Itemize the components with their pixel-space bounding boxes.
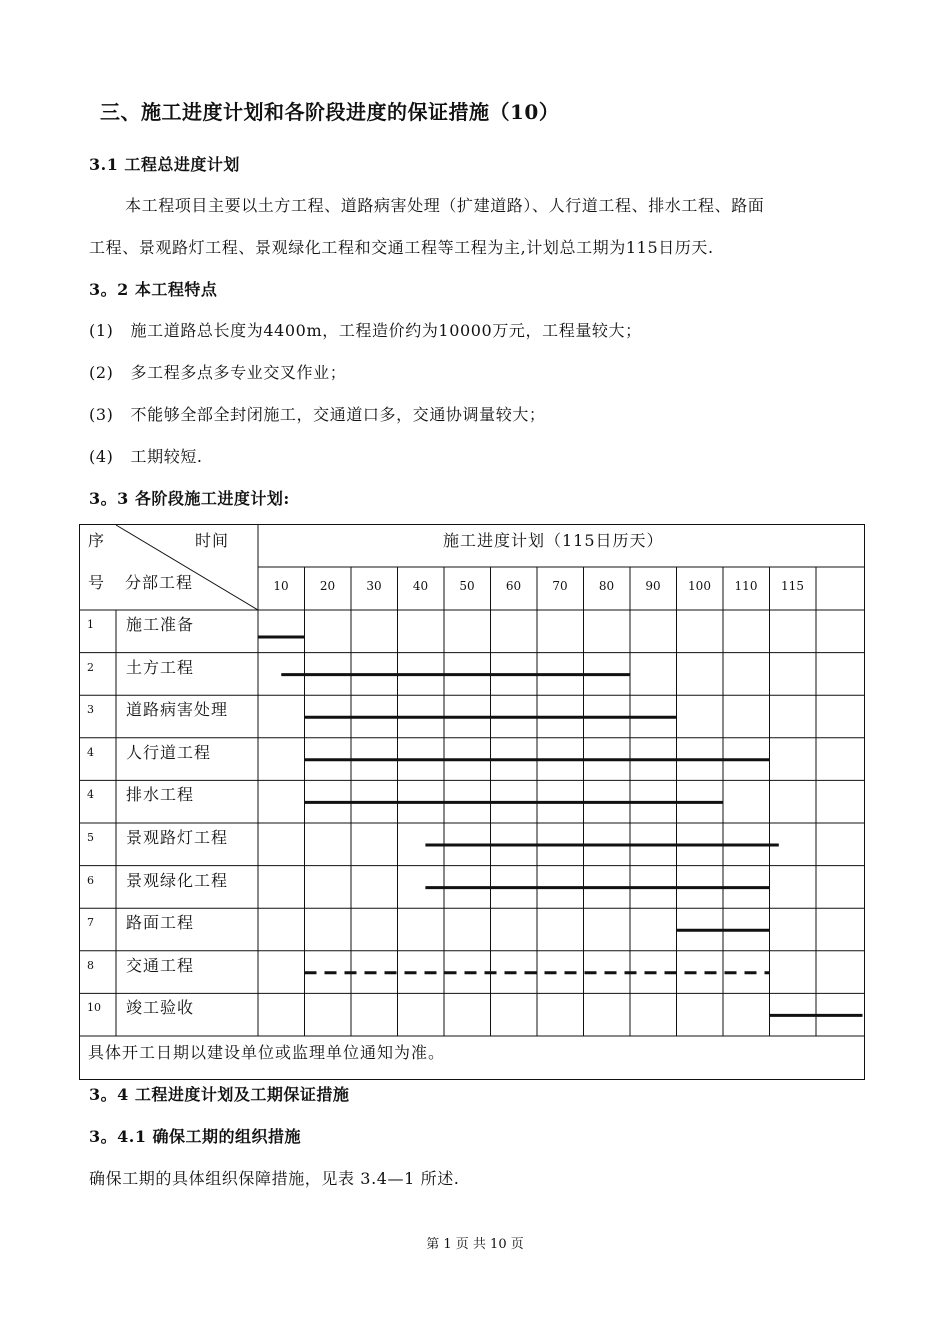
tick-label: 70 bbox=[552, 579, 568, 593]
corner-part-label: 分部工程 bbox=[125, 573, 194, 592]
feature-item-text: 工期较短. bbox=[130, 447, 203, 466]
row-task-name: 道路病害处理 bbox=[126, 700, 229, 720]
page-heading: 三、施工进度计划和各阶段进度的保证措施（10） bbox=[100, 100, 560, 124]
corner-time-label: 时间 bbox=[195, 531, 230, 550]
row-task-name: 土方工程 bbox=[126, 657, 195, 677]
tick-label: 40 bbox=[412, 579, 429, 593]
feature-item bbox=[89, 402, 546, 425]
tick-label: 100 bbox=[688, 579, 711, 593]
feature-item-number: (1) bbox=[89, 321, 114, 340]
row-seq: 6 bbox=[87, 873, 94, 887]
corner-diagonal bbox=[116, 525, 258, 610]
row-seq: 1 bbox=[87, 618, 94, 631]
feature-item bbox=[89, 318, 642, 341]
seq-header-bottom: 号 bbox=[88, 573, 106, 592]
row-task-name: 竣工验收 bbox=[126, 998, 195, 1018]
tick-label: 20 bbox=[319, 579, 336, 593]
seq-header-top: 序 bbox=[88, 531, 106, 550]
row-task-name: 路面工程 bbox=[126, 913, 195, 933]
plan-title: 施工进度计划（115日历天） bbox=[443, 531, 664, 550]
section-3-2-title: 3。2 本工程特点 bbox=[89, 280, 218, 299]
section-3-4-title: 3。4 工程进度计划及工期保证措施 bbox=[89, 1085, 350, 1104]
row-seq: 8 bbox=[87, 958, 94, 972]
row-seq: 4 bbox=[87, 745, 94, 759]
section-3-1-title: 3.1 工程总进度计划 bbox=[89, 155, 240, 174]
row-seq: 4 bbox=[87, 788, 94, 802]
section-3-1-para-line2: 工程、景观路灯工程、景观绿化工程和交通工程等工程为主,计划总工期为115日历天. bbox=[89, 238, 714, 257]
feature-item-number: (3) bbox=[89, 405, 114, 424]
row-task-name: 景观路灯工程 bbox=[126, 828, 229, 847]
section-3-3-title: 3。3 各阶段施工进度计划: bbox=[89, 489, 290, 508]
tick-label: 110 bbox=[734, 579, 758, 593]
table-footnote: 具体开工日期以建设单位或监理单位通知为准。 bbox=[88, 1043, 446, 1062]
feature-item-number: (2) bbox=[89, 363, 114, 382]
schedule-table bbox=[79, 524, 865, 1080]
feature-item bbox=[89, 444, 203, 467]
row-task-name: 施工准备 bbox=[126, 615, 195, 634]
row-seq: 10 bbox=[87, 1001, 101, 1015]
row-seq: 7 bbox=[87, 916, 94, 930]
section-3-1-para-line1: 本工程项目主要以土方工程、道路病害处理（扩建道路）、人行道工程、排水工程、路面 bbox=[125, 196, 765, 215]
tick-label: 80 bbox=[598, 579, 615, 593]
feature-item-text: 多工程多点多专业交叉作业； bbox=[130, 363, 347, 382]
section-3-4-1-para: 确保工期的具体组织保障措施，见表 3.4—1 所述. bbox=[89, 1169, 460, 1188]
tick-label: 10 bbox=[273, 579, 289, 593]
row-seq: 5 bbox=[87, 831, 94, 844]
feature-item bbox=[89, 360, 346, 383]
row-task-name: 交通工程 bbox=[126, 955, 195, 975]
feature-item-text: 不能够全部全封闭施工，交通道口多，交通协调量较大； bbox=[130, 405, 546, 424]
row-seq: 3 bbox=[87, 703, 94, 717]
tick-label: 90 bbox=[645, 579, 661, 593]
tick-label: 60 bbox=[505, 579, 522, 593]
section-3-4-1-title: 3。4.1 确保工期的组织措施 bbox=[89, 1127, 302, 1146]
tick-label: 30 bbox=[366, 579, 382, 593]
tick-label: 115 bbox=[781, 579, 804, 593]
feature-item-number: (4) bbox=[89, 447, 114, 466]
row-task-name: 人行道工程 bbox=[126, 742, 212, 762]
row-seq: 2 bbox=[87, 660, 94, 674]
schedule-grid bbox=[79, 524, 865, 1080]
tick-label: 50 bbox=[459, 579, 475, 593]
row-task-name: 排水工程 bbox=[126, 785, 195, 805]
row-task-name: 景观绿化工程 bbox=[126, 870, 229, 890]
page-footer: 第 1 页 共 10 页 bbox=[426, 1237, 524, 1252]
feature-item-text: 施工道路总长度为4400m，工程造价约为10000万元，工程量较大； bbox=[130, 321, 642, 340]
